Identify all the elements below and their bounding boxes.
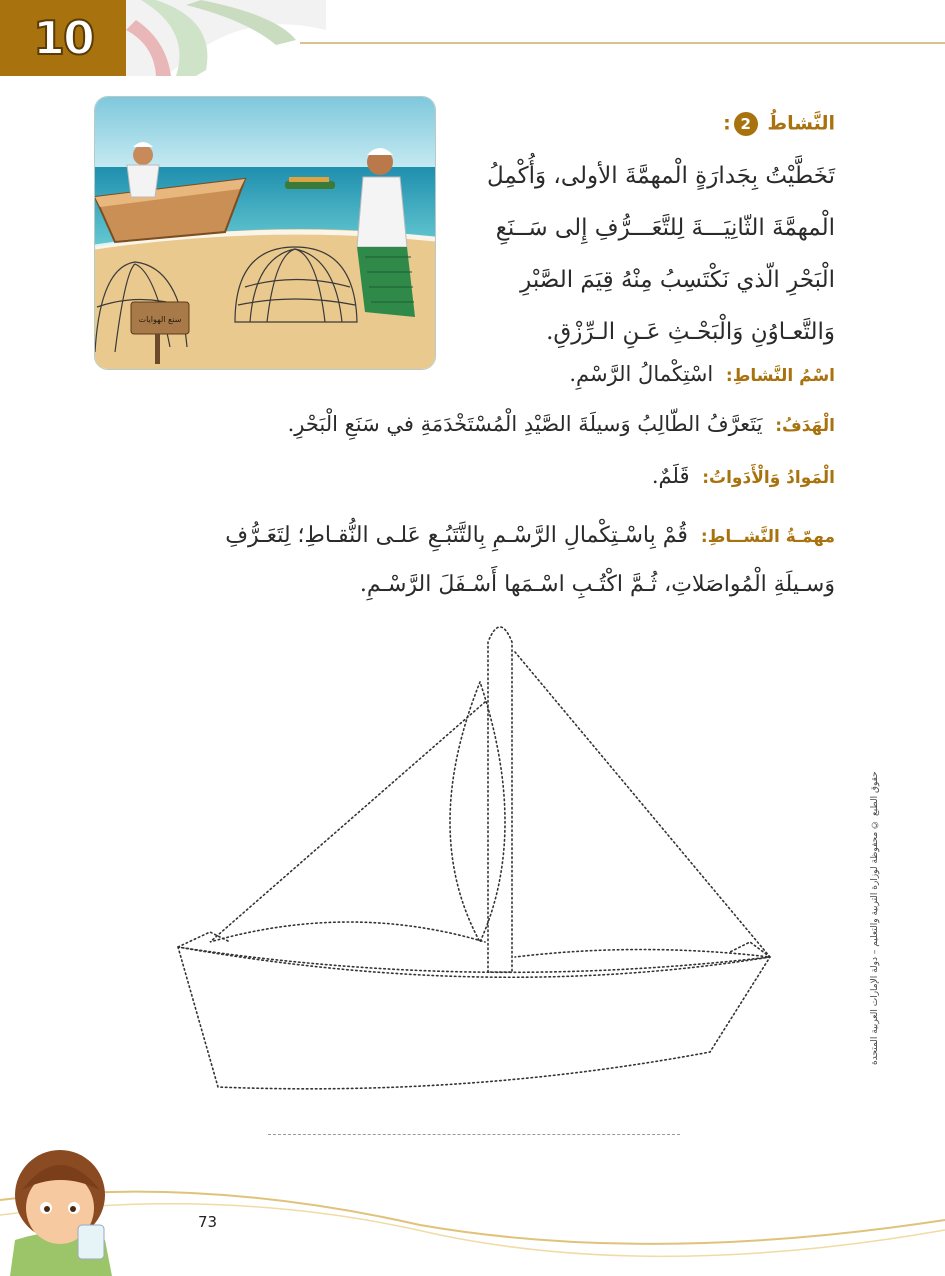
sailboat-tracing[interactable] bbox=[170, 612, 780, 1092]
task-label: مهمّـةُ النَّشــاطِ: bbox=[700, 527, 835, 547]
chapter-number: 10 bbox=[32, 11, 93, 65]
activity-heading-colon: : bbox=[723, 112, 731, 135]
jib-sail bbox=[210, 702, 485, 942]
bow bbox=[178, 932, 230, 947]
mast bbox=[488, 627, 512, 972]
activity-number-badge: 2 bbox=[734, 112, 758, 136]
activity-name-label: اسْمُ النَّشاطِ: bbox=[725, 366, 835, 386]
copyright-notice: حقوق الطبع © محفوظة لوزارة التربية والتعليم – دولة الإمارات العربية المتحدة bbox=[870, 771, 880, 1065]
task-row bbox=[105, 512, 835, 609]
goal-label: الْهَدَفُ: bbox=[775, 416, 835, 436]
goal-value: يَتَعرَّفُ الطّالِبُ وَسيلَةَ الصَّيْدِ الْمُسْتَخْدَمَةِ في سَنَعِ الْبَحْرِ. bbox=[287, 412, 763, 436]
activity-heading-label: النَّشاطُ bbox=[767, 112, 835, 135]
bottom-wave bbox=[0, 1170, 945, 1276]
activity-intro bbox=[435, 150, 835, 358]
intro-line: الْبَحْرِ الّذي نَكْتَسِبُ مِنْهُ قِيَمَ الصَّبْرِ bbox=[520, 267, 835, 293]
girl-character bbox=[0, 1130, 130, 1276]
activity-heading bbox=[723, 112, 835, 136]
materials-value: قَلَمٌ. bbox=[651, 464, 690, 488]
task-line: قُمْ بِاسْـتِكْمالِ الرَّسْـمِ بِالتَّتَبُـعِ عَلـى النُّقـاطِ؛ لِتَعَـرُّفِ bbox=[225, 523, 688, 548]
chapter-badge bbox=[0, 0, 126, 76]
sign-text: سنع الهوايات bbox=[138, 315, 182, 324]
fishermen-illustration bbox=[94, 96, 436, 370]
page-number: 73 bbox=[198, 1213, 218, 1231]
task-line: وَسـيلَةِ الْمُواصَلاتِ، ثُـمَّ اكْتُـبِ اسْـمَها أَسْـفَلَ الرَّسْـمِ. bbox=[359, 572, 835, 597]
main-sail bbox=[515, 652, 770, 957]
activity-name-row bbox=[569, 362, 835, 386]
materials-label: الْمَوادُ وَالْأَدَواتُ: bbox=[702, 468, 835, 488]
flag-ribbon-graphic bbox=[126, 0, 326, 76]
intro-line: وَالتَّعـاوُنِ وَالْبَحْـثِ عَـنِ الـرِّزْقِ. bbox=[546, 319, 835, 345]
hull-deck bbox=[178, 947, 770, 977]
goal-row bbox=[288, 412, 835, 436]
top-rule bbox=[300, 42, 945, 44]
materials-row bbox=[652, 464, 835, 488]
intro-line: الْمهمَّةَ الثّانِيَـــةَ لِلتَّعَـــرُّفِ إِلى سَــنَعِ bbox=[495, 215, 835, 241]
answer-line[interactable] bbox=[268, 1134, 680, 1135]
inner-sail bbox=[450, 682, 505, 942]
intro-line: تَخَطَّيْتُ بِجَدارَةٍ الْمهمَّةَ الأولى، وَأُكْمِلُ bbox=[486, 163, 835, 189]
activity-name-value: اسْتِكْمالُ الرَّسْمِ. bbox=[569, 362, 714, 386]
